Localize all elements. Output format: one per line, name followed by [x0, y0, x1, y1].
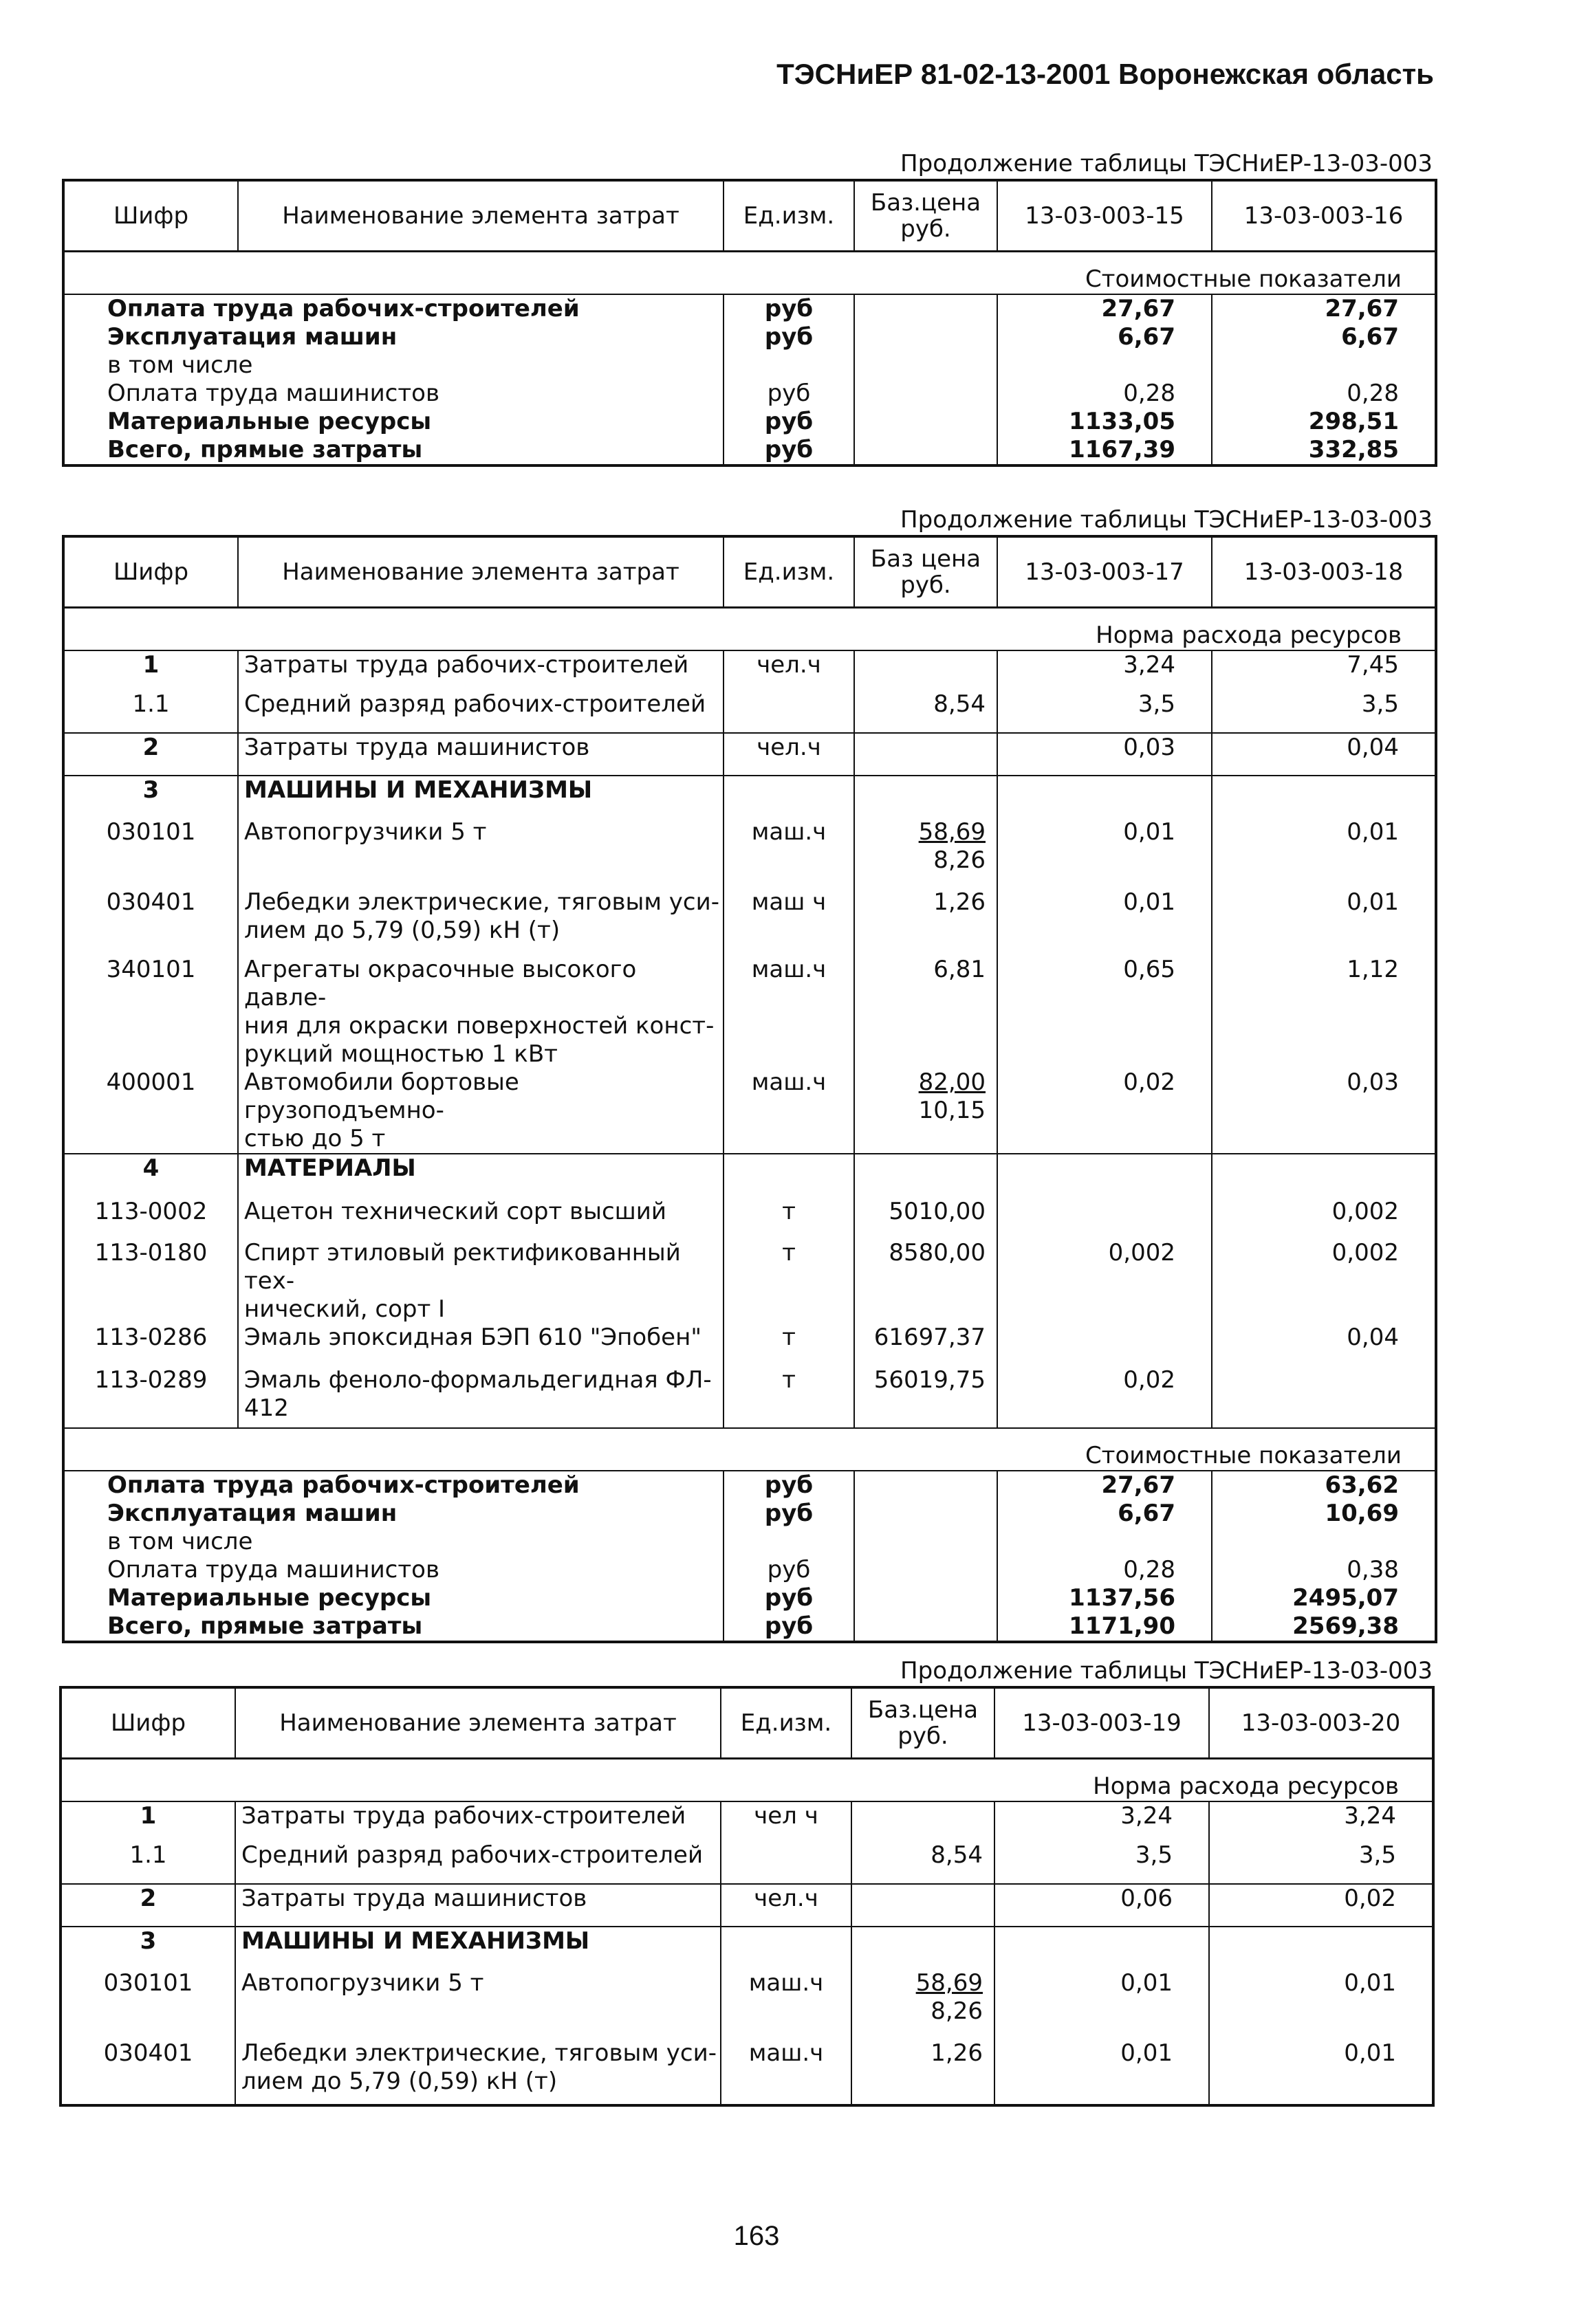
row-code: 030101 — [106, 818, 196, 846]
row-v2: 2569,38 — [1212, 1612, 1436, 1642]
row-name: Оплата труда рабочих-строителей — [107, 1471, 580, 1499]
table-row — [63, 733, 1436, 776]
row-v2: 6,67 — [1212, 323, 1436, 351]
row-unit: маш ч — [724, 888, 854, 956]
row-unit: т — [724, 1239, 854, 1324]
row-code: 3 — [63, 776, 238, 818]
row-unit: т — [724, 1366, 854, 1428]
col-header-v2: 13-03-003-20 — [1209, 1687, 1433, 1759]
row-v2: 1,12 — [1212, 956, 1436, 1068]
row-name: Материальные ресурсы — [107, 408, 432, 435]
row-v2: 0,002 — [1212, 1239, 1436, 1324]
row-code: 1 — [142, 651, 160, 679]
row-code: 113-0180 — [94, 1239, 208, 1267]
row-price: 8580,00 — [854, 1239, 997, 1324]
row-unit: руб — [724, 1556, 854, 1584]
table-row — [63, 888, 1436, 956]
row-code: 1 — [140, 1802, 157, 1830]
row-price: 8,54 — [854, 690, 997, 733]
row-name: Всего, прямые затраты — [107, 436, 423, 463]
row-name: Средний разряд рабочих-строителей — [238, 690, 724, 733]
col-header-unit: Ед.изм. — [721, 1687, 851, 1759]
document-header: ТЭСНиЕР 81-02-13-2001 Воронежская область — [776, 58, 1434, 90]
row-v1: 27,67 — [997, 1471, 1212, 1500]
row-v2: 2495,07 — [1212, 1584, 1436, 1612]
row-code: 113-0286 — [94, 1324, 208, 1351]
row-price: 82,00 — [918, 1068, 986, 1096]
row-unit: руб — [724, 436, 854, 465]
col-header-price: Баз.цена руб. — [854, 180, 997, 252]
row-name: Затраты труда рабочих-строителей — [238, 650, 724, 690]
row-code: 1.1 — [129, 1841, 167, 1869]
row-v2: 0,01 — [1209, 1969, 1433, 2039]
cost-table-3 — [59, 1686, 1435, 2107]
row-name: Оплата труда машинистов — [107, 1556, 440, 1583]
row-v2: 0,28 — [1212, 380, 1436, 408]
table-row — [61, 2039, 1433, 2105]
row-unit: руб — [724, 1471, 854, 1500]
row-unit — [724, 690, 854, 733]
table-caption: Продолжение таблицы ТЭСНиЕР-13-03-003 — [900, 150, 1433, 177]
row-price: 6,81 — [854, 956, 997, 1068]
row-name: Эксплуатация машин — [107, 1500, 398, 1527]
section-label: Норма расхода ресурсов — [61, 1759, 1433, 1802]
col-header-v1: 13-03-003-19 — [994, 1687, 1209, 1759]
row-v2: 7,45 — [1212, 650, 1436, 690]
table-row — [61, 1841, 1433, 1884]
row-code: 2 — [61, 1884, 235, 1927]
col-header-price: Баз цена руб. — [854, 536, 997, 608]
row-unit: руб — [724, 1612, 854, 1642]
row-v1: 27,67 — [997, 294, 1212, 323]
row-unit: маш.ч — [721, 1969, 851, 2039]
row-v2 — [1212, 1366, 1436, 1428]
table-row — [63, 1198, 1436, 1239]
col-header-code: Шифр — [61, 1687, 235, 1759]
row-unit: руб — [724, 1584, 854, 1612]
row-code: 113-0002 — [94, 1198, 208, 1225]
row-name: Средний разряд рабочих-строителей — [235, 1841, 721, 1884]
row-v2: 0,01 — [1209, 2039, 1433, 2105]
col-header-v2: 13-03-003-16 — [1212, 180, 1436, 252]
section-label: Стоимостные показатели — [63, 1428, 1436, 1471]
row-v1: 0,28 — [997, 1556, 1212, 1584]
row-unit: маш.ч — [724, 1068, 854, 1154]
row-name: Эмаль эпоксидная БЭП 610 "Эпобен" — [238, 1324, 724, 1366]
section-label: Норма расхода ресурсов — [63, 608, 1436, 651]
row-code: 113-0289 — [94, 1366, 208, 1394]
row-name: Лебедки электрические, тяговым уси- лием до 5,79 (0,59) кН (т) — [238, 888, 724, 956]
cost-table-1 — [62, 179, 1437, 467]
row-unit: чел.ч — [724, 733, 854, 776]
col-header-code: Шифр — [63, 536, 238, 608]
row-price-sub: 8,26 — [933, 846, 986, 874]
table-row — [63, 1324, 1436, 1366]
row-code: 030401 — [103, 2039, 193, 2067]
row-name: Затраты труда машинистов — [235, 1884, 721, 1927]
row-v1: 0,002 — [997, 1239, 1212, 1324]
table-row — [63, 818, 1436, 888]
row-name: Всего, прямые затраты — [107, 1612, 423, 1640]
row-unit: т — [724, 1198, 854, 1239]
table-row — [61, 1801, 1433, 1841]
row-name: МАТЕРИАЛЫ — [238, 1154, 724, 1198]
row-v1: 1167,39 — [997, 436, 1212, 465]
table-row — [63, 776, 1436, 818]
row-v1: 0,01 — [997, 818, 1212, 888]
row-v1 — [997, 1198, 1212, 1239]
row-name: в том числе — [107, 1528, 253, 1555]
row-name: Агрегаты окрасочные высокого давле- ния для окраски поверхностей конст- рукций мощностью 1 кВт — [238, 956, 724, 1068]
col-header-name: Наименование элемента затрат — [238, 180, 724, 252]
table-caption: Продолжение таблицы ТЭСНиЕР-13-03-003 — [900, 1657, 1433, 1685]
row-unit: маш.ч — [724, 956, 854, 1068]
row-unit: чел.ч — [724, 650, 854, 690]
row-name: Материальные ресурсы — [107, 1584, 432, 1612]
row-name: Эксплуатация машин — [107, 323, 398, 351]
col-header-unit: Ед.изм. — [724, 180, 854, 252]
row-name: Оплата труда машинистов — [107, 380, 440, 407]
row-unit: т — [724, 1324, 854, 1366]
row-price — [851, 1801, 994, 1841]
row-name: Затраты труда рабочих-строителей — [235, 1801, 721, 1841]
row-unit: маш.ч — [724, 818, 854, 888]
row-name: Автопогрузчики 5 т — [235, 1969, 721, 2039]
row-price-sub: 10,15 — [918, 1097, 986, 1124]
row-v1: 0,03 — [997, 733, 1212, 776]
row-name: Лебедки электрические, тяговым уси- лием до 5,79 (0,59) кН (т) — [235, 2039, 721, 2105]
row-unit — [721, 1841, 851, 1884]
row-unit: чел ч — [721, 1801, 851, 1841]
row-v2: 3,5 — [1212, 690, 1436, 733]
table-row — [63, 956, 1436, 1068]
row-v2: 0,01 — [1212, 818, 1436, 888]
row-code: 400001 — [106, 1068, 196, 1096]
row-v1: 0,01 — [997, 888, 1212, 956]
col-header-code: Шифр — [63, 180, 238, 252]
row-v2: 298,51 — [1212, 408, 1436, 436]
row-v2: 332,85 — [1212, 436, 1436, 465]
row-v2: 27,67 — [1212, 294, 1436, 323]
row-name: Эмаль феноло-формальдегидная ФЛ- 412 — [238, 1366, 724, 1428]
row-price — [854, 650, 997, 690]
row-v1: 0,01 — [994, 2039, 1209, 2105]
row-price: 56019,75 — [854, 1366, 997, 1428]
row-name: Затраты труда машинистов — [238, 733, 724, 776]
row-v1: 6,67 — [997, 1500, 1212, 1528]
row-name: Автопогрузчики 5 т — [238, 818, 724, 888]
row-unit: чел.ч — [721, 1884, 851, 1927]
col-header-name: Наименование элемента затрат — [235, 1687, 721, 1759]
row-price: 1,26 — [854, 888, 997, 956]
row-v1: 0,65 — [997, 956, 1212, 1068]
col-header-price: Баз.цена руб. — [851, 1687, 994, 1759]
row-price: 1,26 — [851, 2039, 994, 2105]
row-v1: 1133,05 — [997, 408, 1212, 436]
row-price-sub: 8,26 — [931, 1997, 983, 2025]
row-price — [854, 733, 997, 776]
table-row — [63, 650, 1436, 690]
row-v2: 0,04 — [1212, 1324, 1436, 1366]
row-unit: руб — [724, 323, 854, 351]
row-name: Спирт этиловый ректификованный тех- нический, сорт I — [238, 1239, 724, 1324]
row-v1: 3,24 — [997, 650, 1212, 690]
row-code: 3 — [61, 1927, 235, 1969]
row-v2: 0,03 — [1212, 1068, 1436, 1154]
col-header-v2: 13-03-003-18 — [1212, 536, 1436, 608]
row-v1: 6,67 — [997, 323, 1212, 351]
row-unit: руб — [724, 294, 854, 323]
page-number: 163 — [733, 2221, 780, 2251]
row-v1 — [997, 1324, 1212, 1366]
row-v1: 0,01 — [994, 1969, 1209, 2039]
row-v1: 3,5 — [994, 1841, 1209, 1884]
row-code: 030101 — [103, 1969, 193, 1997]
row-name: Оплата труда рабочих-строителей — [107, 295, 580, 322]
row-v2: 0,01 — [1212, 888, 1436, 956]
row-name: Автомобили бортовые грузоподъемно- стью до 5 т — [238, 1068, 724, 1154]
row-price: 8,54 — [851, 1841, 994, 1884]
row-v2: 3,5 — [1209, 1841, 1433, 1884]
col-header-name: Наименование элемента затрат — [238, 536, 724, 608]
table-caption: Продолжение таблицы ТЭСНиЕР-13-03-003 — [900, 506, 1433, 534]
row-v1: 0,02 — [997, 1366, 1212, 1428]
row-name: Ацетон технический сорт высший — [238, 1198, 724, 1239]
row-unit: маш.ч — [721, 2039, 851, 2105]
row-name: МАШИНЫ И МЕХАНИЗМЫ — [238, 776, 724, 818]
table-row — [63, 1239, 1436, 1324]
row-unit: руб — [724, 380, 854, 408]
row-v1: 3,24 — [994, 1801, 1209, 1841]
table-row — [63, 1366, 1436, 1428]
row-code: 4 — [63, 1154, 238, 1198]
row-code: 2 — [63, 733, 238, 776]
row-unit: руб — [724, 408, 854, 436]
row-v1: 0,28 — [997, 380, 1212, 408]
row-code: 340101 — [106, 956, 196, 983]
row-v1: 0,06 — [994, 1884, 1209, 1927]
row-code: 1.1 — [132, 690, 170, 718]
row-v2: 0,002 — [1212, 1198, 1436, 1239]
row-price: 61697,37 — [854, 1324, 997, 1366]
row-v2: 10,69 — [1212, 1500, 1436, 1528]
row-price: 58,69 — [915, 1969, 983, 1997]
row-price — [851, 1884, 994, 1927]
row-v2: 3,24 — [1209, 1801, 1433, 1841]
table-row — [61, 1969, 1433, 2039]
row-name: в том числе — [107, 351, 253, 379]
row-price: 58,69 — [918, 818, 986, 846]
row-v1: 1137,56 — [997, 1584, 1212, 1612]
row-v2: 63,62 — [1212, 1471, 1436, 1500]
table-row — [63, 690, 1436, 733]
col-header-v1: 13-03-003-17 — [997, 536, 1212, 608]
row-v1: 1171,90 — [997, 1612, 1212, 1642]
row-v1: 0,02 — [997, 1068, 1212, 1154]
col-header-v1: 13-03-003-15 — [997, 180, 1212, 252]
row-price: 5010,00 — [854, 1198, 997, 1239]
table-row — [63, 1068, 1436, 1154]
row-v2: 0,04 — [1212, 733, 1436, 776]
section-label: Стоимостные показатели — [63, 252, 1436, 295]
row-v1: 3,5 — [997, 690, 1212, 733]
col-header-unit: Ед.изм. — [724, 536, 854, 608]
table-row — [61, 1884, 1433, 1927]
table-row — [61, 1927, 1433, 1969]
row-unit: руб — [724, 1500, 854, 1528]
row-name: МАШИНЫ И МЕХАНИЗМЫ — [235, 1927, 721, 1969]
row-v2: 0,38 — [1212, 1556, 1436, 1584]
cost-table-2 — [62, 535, 1437, 1643]
row-v2: 0,02 — [1209, 1884, 1433, 1927]
table-row — [63, 1154, 1436, 1198]
row-code: 030401 — [106, 888, 196, 916]
